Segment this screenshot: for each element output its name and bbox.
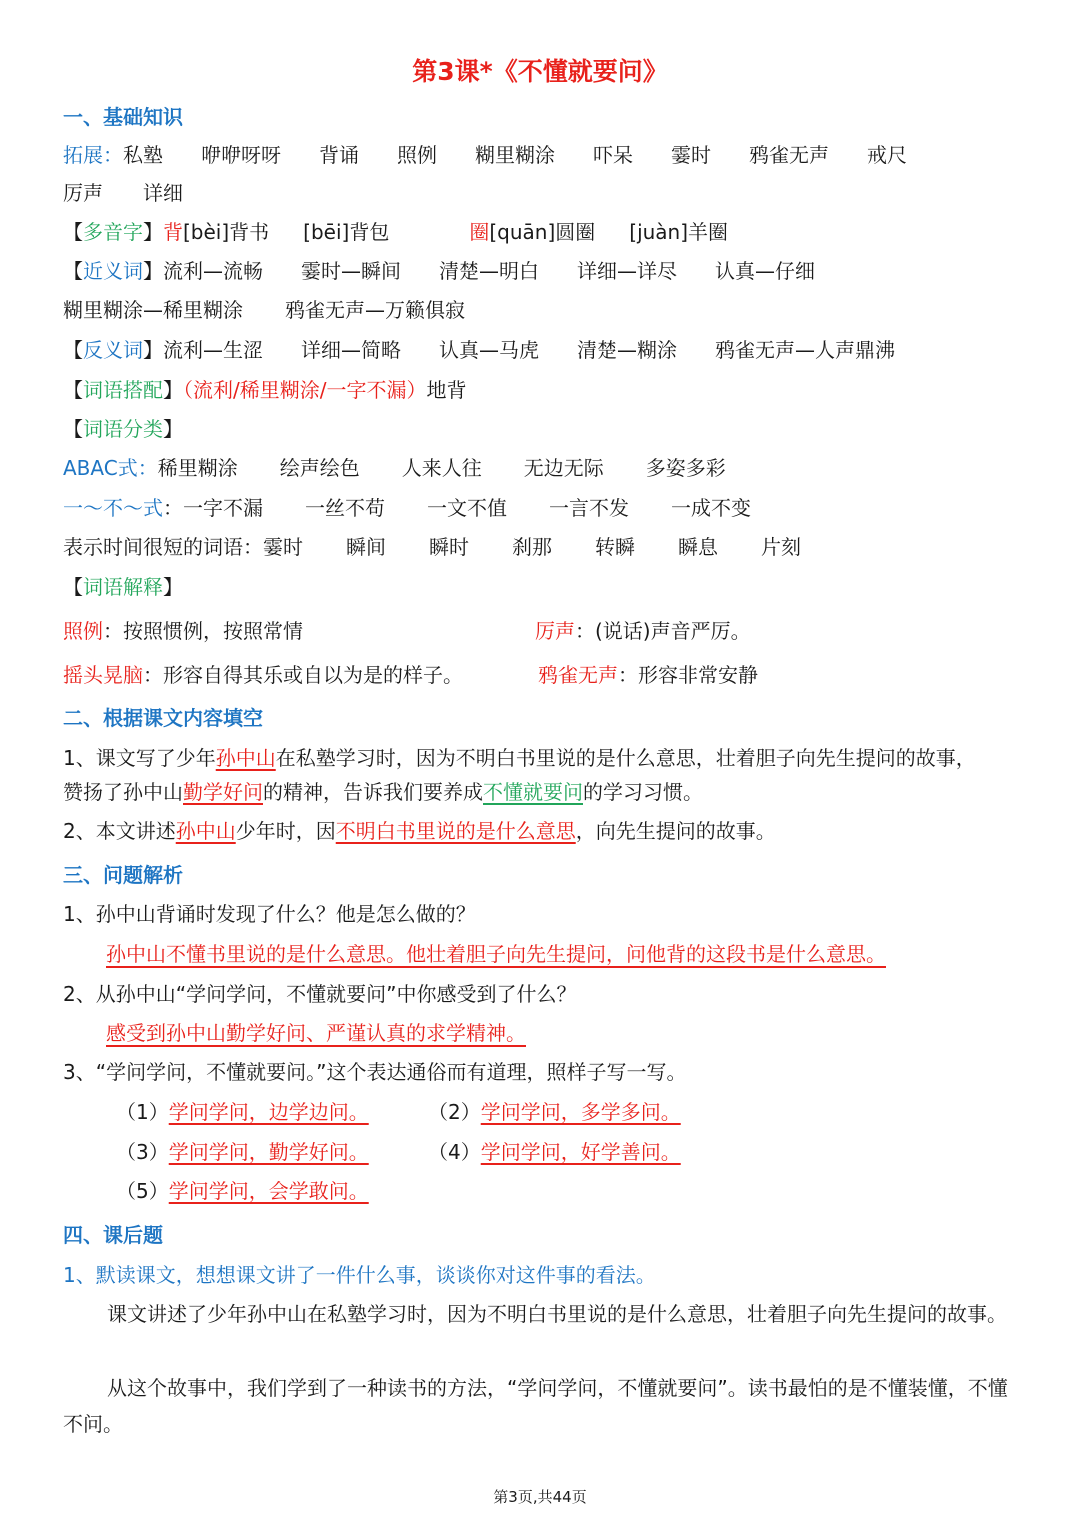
synonym-pair: 霎时—瞬间 [301, 259, 401, 283]
fill-text: ，向先生提问的故事。 [575, 819, 776, 843]
time-word: 刹那 [512, 535, 552, 559]
fill-text: 1、课文写了少年 [63, 746, 216, 770]
time-words-line [63, 532, 801, 562]
tuozhan-word: 吓呆 [593, 143, 633, 167]
fill-answer: 孙中山 [175, 819, 236, 843]
yibu-word: 一言不发 [549, 496, 629, 520]
section-heading-analysis: 三、问题解析 [63, 863, 183, 887]
abac-word: 多姿多彩 [645, 456, 726, 480]
fill-answer: 不明白书里说的是什么意思 [335, 819, 576, 843]
example-item [116, 1137, 369, 1167]
definition-yaque [538, 660, 758, 690]
example-number: （1） [116, 1100, 169, 1124]
synonym-pair: 清楚—明白 [439, 259, 539, 283]
fill-text: 2、本文讲述 [63, 819, 176, 843]
synonym-pair: 认真—仔细 [715, 259, 815, 283]
page-number: 第3页,共44页 [493, 1488, 587, 1506]
time-word: 瞬息 [678, 535, 718, 559]
synonym-pair: 详细—详尽 [577, 259, 677, 283]
tuozhan-word: 咿咿呀呀 [201, 143, 281, 167]
tuozhan-word: 戒尺 [867, 143, 907, 167]
jinyi-line-1: 【近义词】流利—流畅 霎时—瞬间 清楚—明白 详细—详尽 认真—仔细 [63, 259, 815, 283]
antonym-pair: 流利—生涩 [163, 338, 263, 362]
analysis-answer-2: 感受到孙中山勤学好问、严谨认真的求学精神。 [106, 1021, 526, 1045]
yibu-label: 一～不～式 [63, 496, 163, 520]
yibu-word: 一成不变 [671, 496, 751, 520]
example-item [428, 1097, 681, 1127]
duoyin-char-quan: 圈 [469, 220, 490, 244]
analysis-answer-1: 孙中山不懂书里说的是什么意思。他壮着胆子向先生提问，问他背的这段书是什么意思。 [106, 942, 886, 966]
example-answer: 学问学问，勤学好问。 [168, 1140, 369, 1164]
fill-answer: 勤学好问 [183, 780, 263, 804]
duoyin-line: 【多音字】背[bèi]背书 [bēi]背包 圈[quān]圆圈 [juàn]羊圈 [63, 220, 729, 244]
section-heading-basics: 一、基础知识 [63, 105, 183, 129]
abac-word: 人来人往 [401, 456, 482, 480]
tuozhan-label: 拓展： [63, 143, 123, 167]
tuozhan-word: 私塾 [123, 143, 163, 167]
synonym-pair: 糊里糊涂—稀里糊涂 [63, 298, 243, 322]
jieshi-label: 词语解释 [83, 575, 163, 599]
fenlei-line: 【词语分类】 [63, 417, 183, 441]
tuozhan-word: 糊里糊涂 [475, 143, 555, 167]
fill-answer: 孙中山 [215, 746, 276, 770]
fill-text: 的精神，告诉我们要养成 [263, 780, 483, 804]
example-number: （5） [116, 1179, 169, 1203]
definition-word: 厉声 [535, 619, 575, 643]
tuozhan-line-1 [63, 140, 907, 170]
definition-zhaoli [63, 616, 303, 646]
yibu-line [63, 493, 751, 523]
tuozhan-word: 背诵 [319, 143, 359, 167]
answer-paragraph-2: 从这个故事中，我们学到了一种读书的方法，“学问学问，不懂就要问”。读书最怕的是不懂装懂，不懂不问。 [63, 1376, 1008, 1436]
yibu-word: 一文不值 [427, 496, 507, 520]
tuozhan-word: 鸦雀无声 [749, 143, 829, 167]
time-word: 转瞬 [595, 535, 635, 559]
jinyi-line-2 [63, 295, 465, 325]
definition-word: 摇头晃脑 [63, 663, 143, 687]
duoyin-reading: [juàn]羊圈 [629, 220, 729, 244]
definition-text: ：按照惯例，按照常情 [103, 619, 303, 643]
example-answer: 学问学问，好学善问。 [480, 1140, 681, 1164]
abac-label: ABAC式： [63, 456, 158, 480]
fenlei-label: 词语分类 [83, 417, 163, 441]
example-item [428, 1137, 681, 1167]
after-class-question-1: 1、默读课文，想想课文讲了一件什么事，谈谈你对这件事的看法。 [63, 1263, 656, 1287]
fill-q1-line-2 [63, 777, 703, 807]
definition-text: ：形容非常安静 [618, 663, 758, 687]
time-word: 瞬时 [429, 535, 469, 559]
analysis-question-2: 2、从孙中山“学问学问，不懂就要问”中你感受到了什么？ [63, 982, 577, 1006]
example-answer: 学问学问，会学敢问。 [168, 1179, 369, 1203]
duoyin-reading: [bēi]背包 [303, 220, 390, 244]
fill-answer: 不懂就要问 [483, 780, 583, 804]
tuozhan-word: 厉声 [63, 181, 103, 205]
analysis-question-1: 1、孙中山背诵时发现了什么？他是怎么做的？ [63, 902, 476, 926]
yibu-colon: ： [163, 496, 183, 520]
yibu-word: 一字不漏 [183, 496, 263, 520]
time-word: 霎时 [263, 535, 303, 559]
duoyin-char-bei: 背 [163, 220, 183, 244]
fill-text: 赞扬了孙中山 [63, 780, 183, 804]
antonym-pair: 认真—马虎 [439, 338, 539, 362]
tuozhan-word: 照例 [397, 143, 437, 167]
definition-lisheng [535, 616, 751, 646]
section-heading-fill-blanks: 二、根据课文内容填空 [63, 706, 263, 730]
example-number: （4） [428, 1140, 481, 1164]
time-label: 表示时间很短的词语： [63, 535, 263, 559]
abac-word: 稀里糊涂 [157, 456, 238, 480]
fanyi-line: 【反义词】流利—生涩 详细—简略 认真—马虎 清楚—糊涂 鸦雀无声—人声鼎沸 [63, 338, 895, 362]
example-item [116, 1097, 369, 1127]
dapei-label: 词语搭配 [83, 378, 163, 402]
jieshi-line: 【词语解释】 [63, 575, 183, 599]
antonym-pair: 鸦雀无声—人声鼎沸 [715, 338, 895, 362]
duoyin-label: 多音字 [83, 220, 143, 244]
time-word: 片刻 [761, 535, 801, 559]
example-item [116, 1176, 369, 1206]
tuozhan-line-2 [63, 178, 183, 208]
analysis-question-3: 3、“学问学问，不懂就要问。”这个表达通俗而有道理，照样子写一写。 [63, 1060, 687, 1084]
dapei-tail: 地背 [426, 378, 467, 402]
definition-word: 鸦雀无声 [538, 663, 618, 687]
example-answer: 学问学问，边学边问。 [168, 1100, 369, 1124]
tuozhan-word: 霎时 [671, 143, 711, 167]
synonym-pair: 鸦雀无声—万籁俱寂 [285, 298, 465, 322]
yibu-word: 一丝不苟 [305, 496, 385, 520]
section-heading-after-class: 四、课后题 [63, 1223, 163, 1247]
dapei-value: （流利/稀里糊涂/一字不漏） [183, 378, 427, 402]
answer-paragraph-1: 课文讲述了少年孙中山在私塾学习时，因为不明白书里说的是什么意思，壮着胆子向先生提问的故事。 [107, 1302, 1007, 1326]
example-number: （2） [428, 1100, 481, 1124]
page-title: 第3课*《不懂就要问》 [412, 57, 668, 86]
duoyin-reading: [quān]圆圈 [489, 220, 596, 244]
jinyi-label: 近义词 [83, 259, 143, 283]
fill-text: 少年时，因 [235, 819, 336, 843]
fill-text: 的学习习惯。 [583, 780, 703, 804]
fill-q1-line-1 [63, 743, 976, 773]
fanyi-label: 反义词 [83, 338, 143, 362]
fill-q2-line [63, 816, 776, 846]
definition-word: 照例 [63, 619, 103, 643]
tuozhan-word: 详细 [143, 181, 183, 205]
definition-text: ：形容自得其乐或自以为是的样子。 [143, 663, 463, 687]
abac-line [63, 453, 726, 483]
time-word: 瞬间 [346, 535, 386, 559]
example-answer: 学问学问，多学多问。 [480, 1100, 681, 1124]
antonym-pair: 清楚—糊涂 [577, 338, 677, 362]
dapei-line: 【词语搭配】（流利/稀里糊涂/一字不漏）地背 [63, 378, 467, 402]
definition-text: ：(说话)声音严厉。 [575, 619, 751, 643]
synonym-pair: 流利—流畅 [163, 259, 263, 283]
abac-word: 绘声绘色 [279, 456, 360, 480]
antonym-pair: 详细—简略 [301, 338, 401, 362]
example-number: （3） [116, 1140, 169, 1164]
definition-yaotou [63, 660, 463, 690]
duoyin-reading: [bèi]背书 [183, 220, 270, 244]
abac-word: 无边无际 [523, 456, 604, 480]
fill-text: 在私塾学习时，因为不明白书里说的是什么意思，壮着胆子向先生提问的故事， [275, 746, 976, 770]
